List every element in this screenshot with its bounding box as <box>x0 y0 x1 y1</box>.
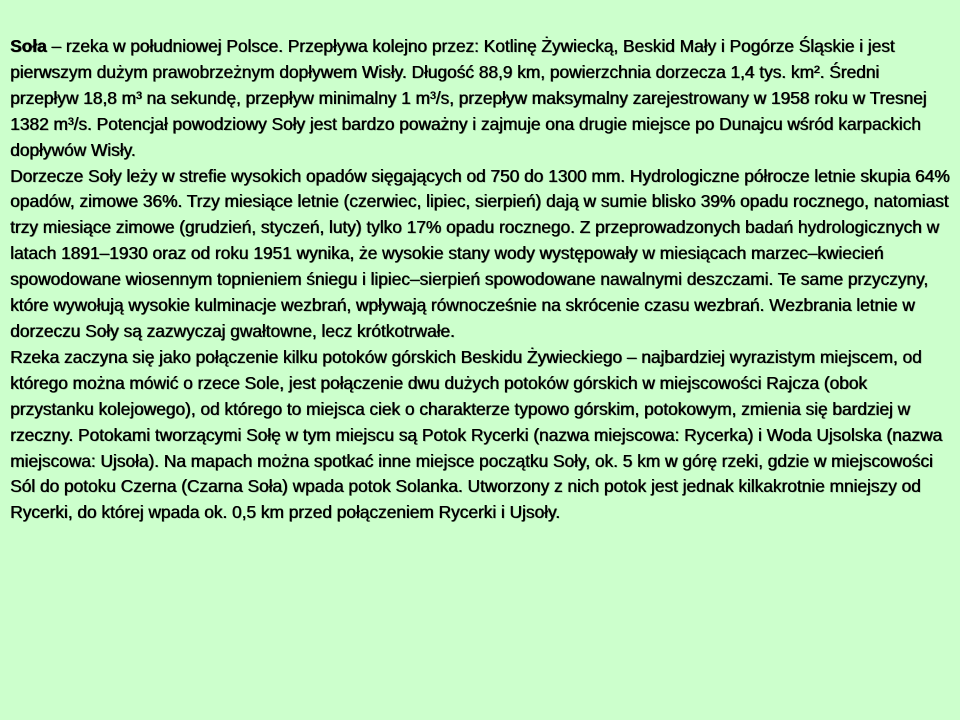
paragraph-intro-text: – rzeka w południowej Polsce. Przepływa kolejno przez: Kotlinę Żywiecką, Beskid Mały i Pogórze Śląskie i jest pierwszym dużym prawobrzeżnym dopływem Wisły. Długość 88,9 km, powierzchnia dorzecza 1,4 tys. km². Średni przepływ 18,8 m³ na sekundę, przepływ minimalny 1 m³/s, przepływ maksymalny zarejestrowany w 1958 roku w Tresnej 1382 m³/s. Potencjał powodziowy Soły jest bardzo poważny i zajmuje ona drugie miejsce po Dunajcu wśród karpackich dopływów Wisły. <box>10 36 927 160</box>
paragraph-precipitation: Dorzecze Soły leży w strefie wysokich opadów sięgających od 750 do 1300 mm. Hydrologiczne półrocze letnie skupia 64% opadów, zimowe 36%. Trzy miesiące letnie (czerwiec, lipiec, sierpień) dają w sumie blisko 39% opadu rocznego, natomiast trzy miesiące zimowe (grudzień, styczeń, luty) tylko 17% opadu rocznego. Z przeprowadzonych badań hydrologicznych w latach 1891–1930 oraz od roku 1951 wynika, że wysokie stany wody występowały w miesiącach marzec–kwiecień spowodowane wiosennym topnieniem śniegu i lipiec–sierpień spowodowane nawalnymi deszczami. Te same przyczyny, które wywołują wysokie kulminacje wezbrań, wpływają równocześnie na skrócenie czasu wezbrań. Wezbrania letnie w dorzeczu Soły są zazwyczaj gwałtowne, lecz krótkotrwałe. <box>10 165 950 341</box>
text-body <box>10 34 952 526</box>
paragraph-intro <box>10 34 952 164</box>
term-sola: Soła <box>10 36 47 56</box>
paragraph-source: Rzeka zaczyna się jako połączenie kilku potoków górskich Beskidu Żywieckiego – najbardziej wyrazistym miejscem, od którego można mówić o rzece Sole, jest połączenie dwu dużych potoków górskich w miejscowości Rajcza (obok przystanku kolejowego), od którego to miejsca ciek o charakterze typowo górskim, potokowym, zmienia się bardziej w rzeczny. Potokami tworzącymi Sołę w tym miejscu są Potok Rycerki (nazwa miejscowa: Rycerka) i Woda Ujsolska (nazwa miejscowa: Ujsoła). Na mapach można spotkać inne miejsce początku Soły, ok. 5 km w górę rzeki, gdzie w miejscowości Sól do potoku Czerna (Czarna Soła) wpada potok Solanka. Utworzony z nich potok jest jednak kilkakrotnie mniejszy od Rycerki, do której wpada ok. 0,5 km przed połączeniem Rycerki i Ujsoły. <box>10 346 943 523</box>
